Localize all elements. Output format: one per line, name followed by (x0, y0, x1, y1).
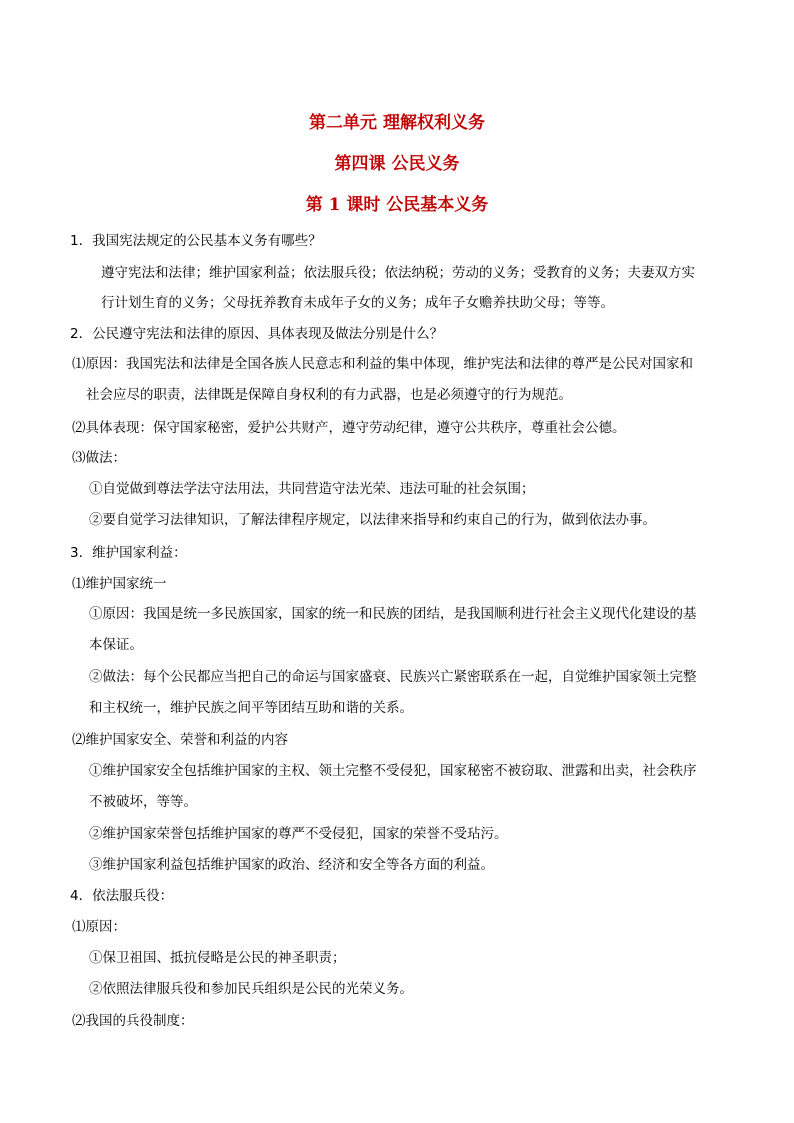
answer-1-line-1: 遵守宪法和法律；维护国家利益；依法服兵役；依法纳税；劳动的义务；受教育的义务；夫妻双方实 (101, 265, 695, 281)
security-item-1-line-1: ①维护国家安全包括维护国家的主权、领土完整不受侵犯，国家秘密不被窃取、泄露和出卖，社会秩序 (89, 763, 697, 779)
question-3: 3．维护国家利益： (70, 545, 187, 561)
security-item-1-line-2: 不被破坏，等等。 (89, 794, 197, 810)
reason-line-1: ⑴原因：我国宪法和法律是全国各族人民意志和利益的集中体现，维护宪法和法律的尊严是公民对国家和 (72, 356, 693, 372)
lesson-title: 第四课 公民义务 (334, 154, 460, 174)
service-system-heading: ⑵我国的兵役制度： (72, 1013, 194, 1029)
question-2: 2．公民遵守宪法和法律的原因、具体表现及做法分别是什么？ (70, 326, 444, 342)
reason-line-2: 社会应尽的职责，法律既是保障自身权利的有力武器，也是必须遵守的行为规范。 (86, 387, 572, 403)
unity-reason-line-1: ①原因：我国是统一多民族国家，国家的统一和民族的团结，是我国顺利进行社会主义现代化建设的基 (89, 606, 697, 622)
question-4: 4．依法服兵役： (70, 888, 174, 904)
service-reason-2: ②依照法律服兵役和参加民兵组织是公民的光荣义务。 (89, 981, 413, 997)
period-title: 第 1 课时 公民基本义务 (305, 195, 489, 215)
question-1: 1．我国宪法规定的公民基本义务有哪些？ (70, 233, 322, 249)
service-reason-heading: ⑴原因： (72, 919, 126, 935)
method-heading: ⑶做法： (72, 450, 126, 466)
answer-1-line-2: 行计划生育的义务；父母抚养教育未成年子女的义务；成年子女赡养扶助父母；等等。 (101, 295, 614, 311)
service-reason-1: ①保卫祖国、抵抗侵略是公民的神圣职责； (89, 950, 346, 966)
unit-title: 第二单元 理解权利义务 (309, 113, 485, 133)
security-heading: ⑵维护国家安全、荣誉和利益的内容 (72, 732, 288, 748)
method-item-1: ①自觉做到尊法学法守法用法，共同营造守法光荣、违法可耻的社会氛围； (89, 481, 535, 497)
unity-method-line-1: ②做法：每个公民都应当把自己的命运与国家盛衰、民族兴亡紧密联系在一起，自觉维护国家领土完整 (89, 669, 697, 685)
unity-reason-line-2: 本保证。 (89, 637, 143, 653)
security-item-3: ③维护国家利益包括维护国家的政治、经济和安全等各方面的利益。 (89, 857, 494, 873)
manifestation: ⑵具体表现：保守国家秘密，爱护公共财产，遵守劳动纪律，遵守公共秩序，尊重社会公德。 (72, 420, 626, 436)
method-item-2: ②要自觉学习法律知识，了解法律程序规定，以法律来指导和约束自己的行为，做到依法办事。 (89, 512, 656, 528)
unity-heading: ⑴维护国家统一 (72, 576, 167, 592)
security-item-2: ②维护国家荣誉包括维护国家的尊严不受侵犯，国家的荣誉不受玷污。 (89, 826, 508, 842)
unity-method-line-2: 和主权统一，维护民族之间平等团结互助和谐的关系。 (89, 700, 413, 716)
